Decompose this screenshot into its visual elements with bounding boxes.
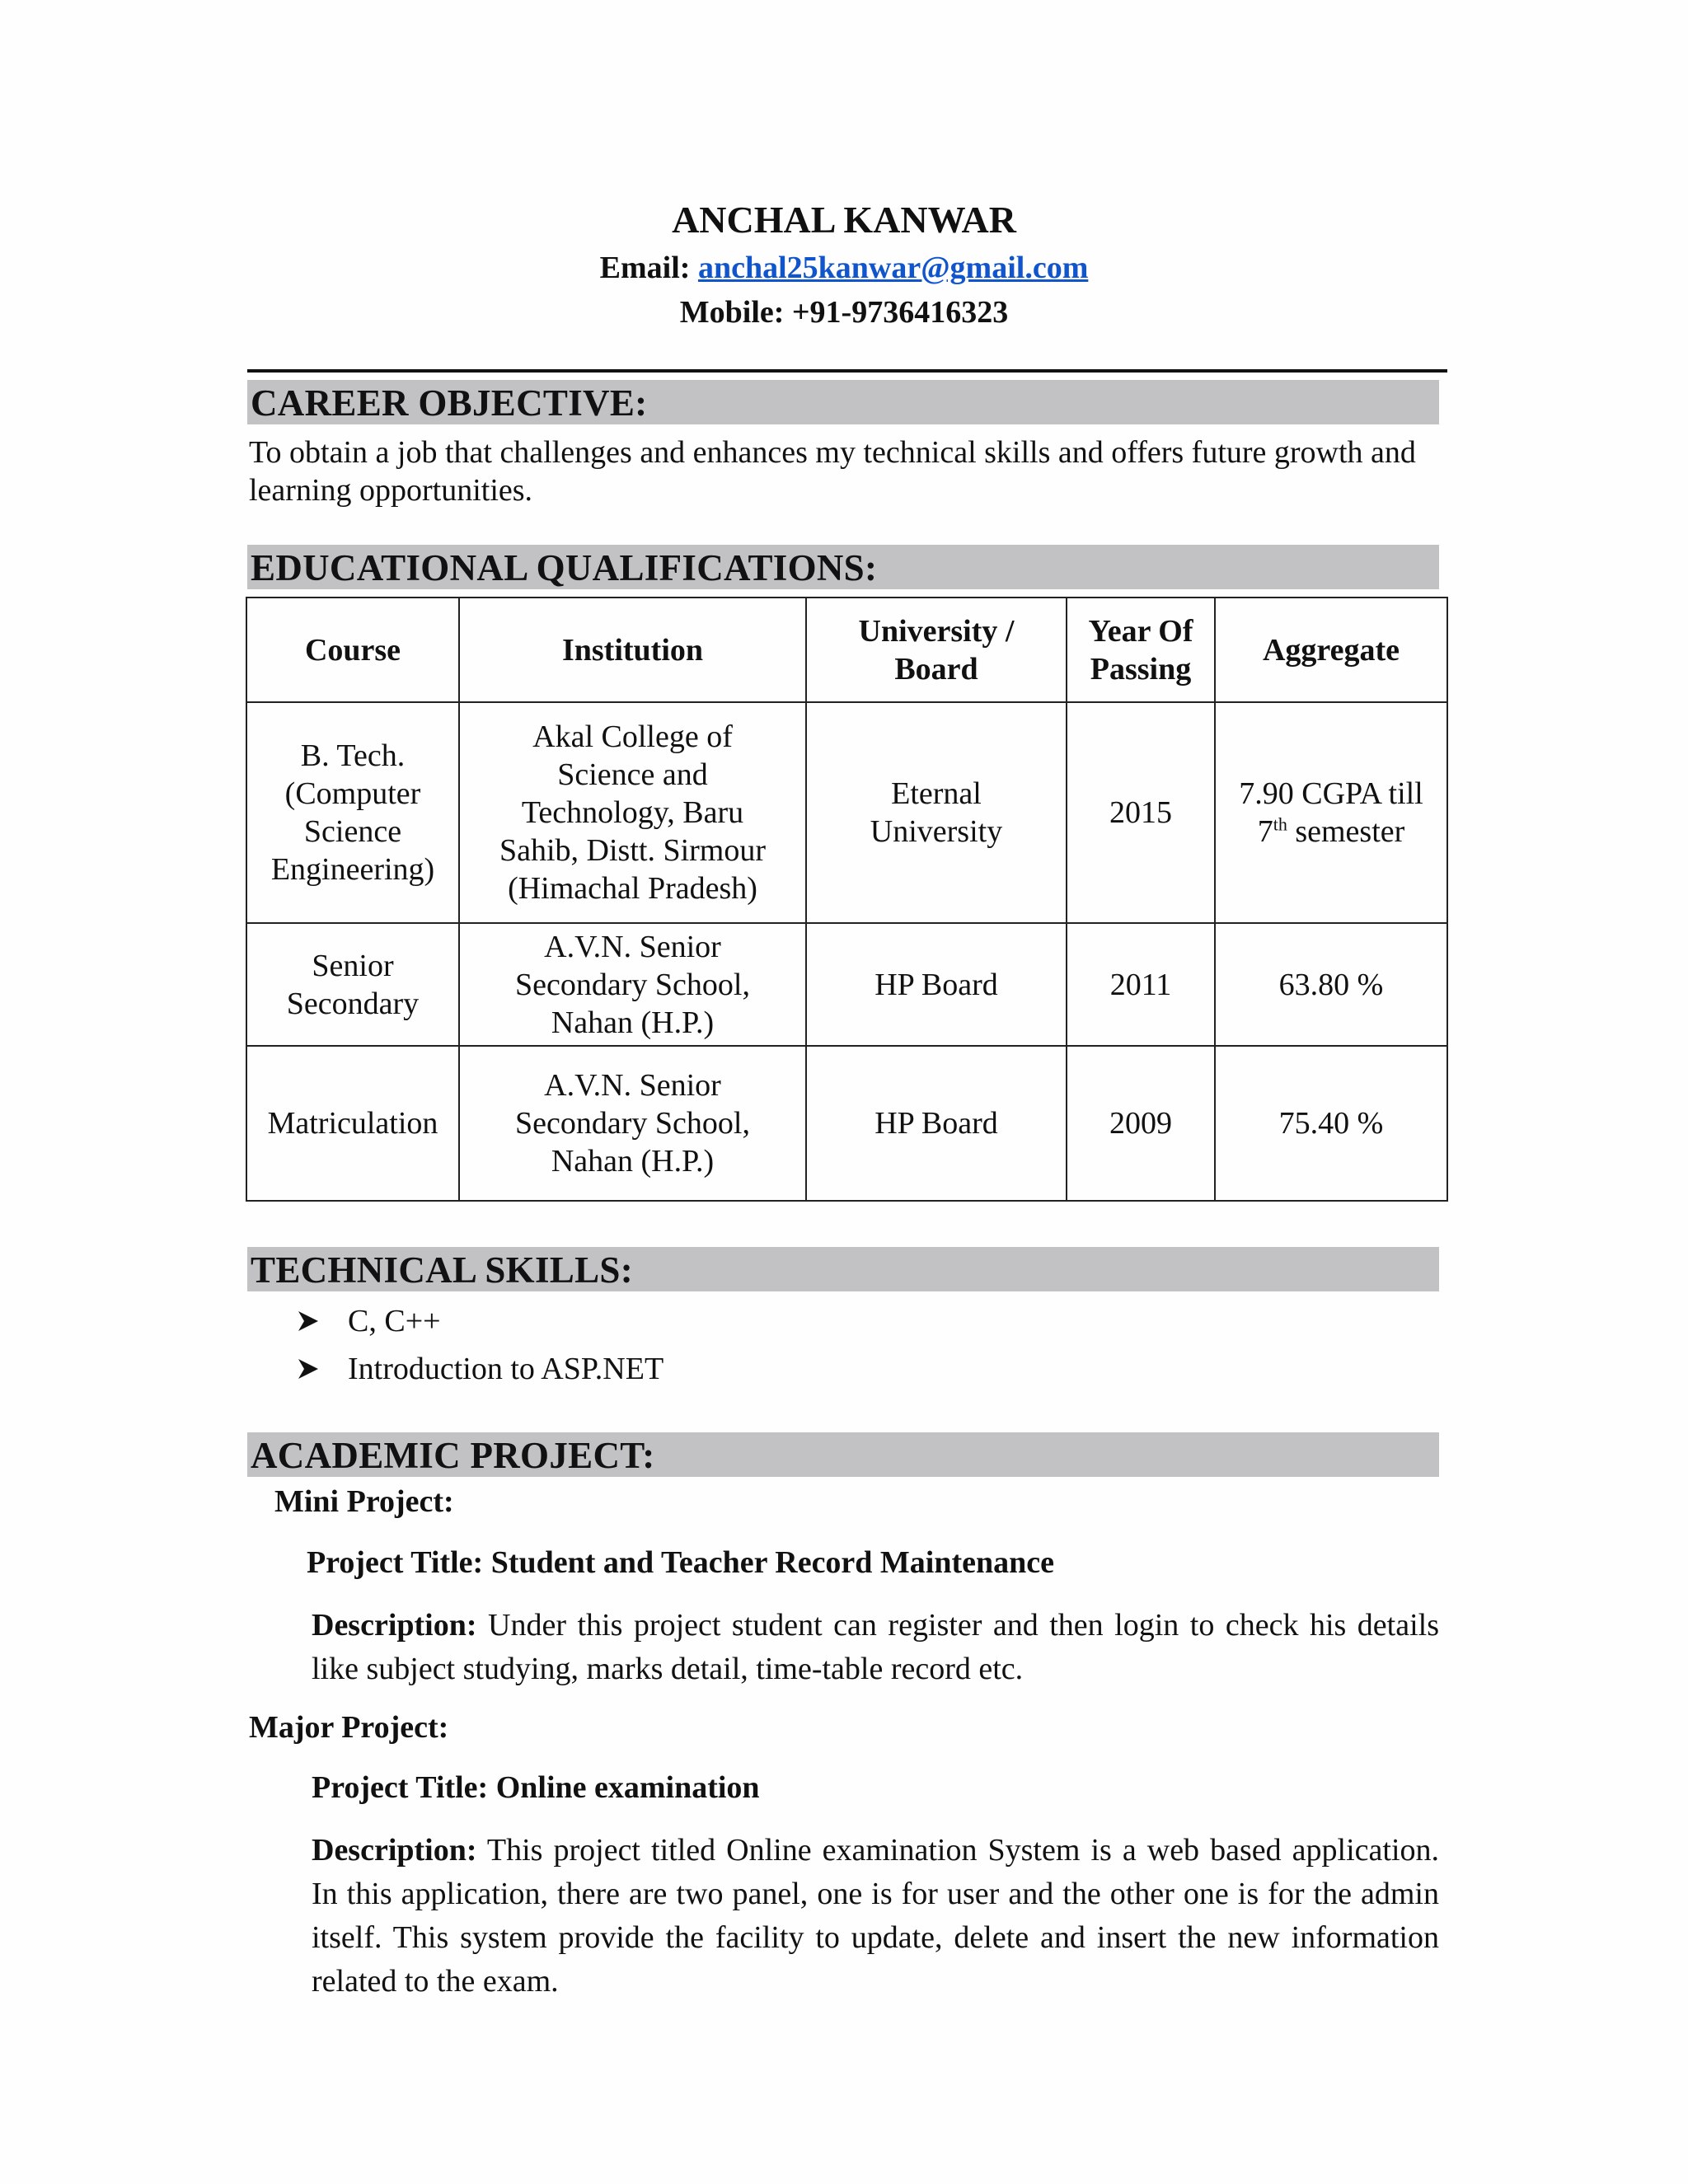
year-cell: 2015: [1067, 702, 1215, 923]
table-row: [246, 702, 1447, 923]
mini-project-description: Description: Under this project student can register and then login to check his details like subject studying, marks detail, time-table record etc.: [312, 1608, 1439, 1686]
aggregate-cell: 63.80 %: [1215, 923, 1447, 1046]
board-cell: Eternal University: [806, 702, 1067, 923]
institution-cell: A.V.N. Senior Secondary School, Nahan (H.P.): [459, 1046, 806, 1201]
education-table: [246, 597, 1448, 1202]
board-cell: HP Board: [806, 923, 1067, 1046]
header-divider: [247, 369, 1447, 373]
course-cell: Matriculation: [246, 1046, 459, 1201]
column-header: Course: [246, 598, 459, 702]
career-objective-text: To obtain a job that challenges and enhances my technical skills and offers future growth and learning opportunities.: [249, 435, 1416, 508]
education-heading: EDUCATIONAL QUALIFICATIONS:: [247, 545, 1439, 589]
year-cell: 2011: [1067, 923, 1215, 1046]
table-row: [246, 1046, 1447, 1201]
arrow-bullet-icon: [297, 1357, 348, 1380]
email-line: [0, 250, 1688, 286]
email-label: Email:: [599, 251, 691, 285]
mobile-line: Mobile: +91-9736416323: [679, 295, 1009, 330]
course-cell: B. Tech. (Computer Science Engineering): [246, 702, 459, 923]
board-cell: HP Board: [806, 1046, 1067, 1201]
aggregate-cell: 75.40 %: [1215, 1046, 1447, 1201]
major-project-description: Description: This project titled Online examination System is a web based application. In this application, there are two panel, one is for user and the other one is for the admin itself. This system provide the facility to update, delete and insert the new information related to the exam.: [312, 1833, 1439, 1999]
column-header: University / Board: [806, 598, 1067, 702]
institution-cell: A.V.N. Senior Secondary School, Nahan (H.P.): [459, 923, 806, 1046]
table-header-row: [246, 598, 1447, 702]
list-item: C, C++: [297, 1297, 663, 1345]
academic-project-heading: ACADEMIC PROJECT:: [247, 1432, 1439, 1477]
column-header: Institution: [459, 598, 806, 702]
email-link[interactable]: anchal25kanwar@gmail.com: [697, 251, 1089, 285]
mini-project-label: Mini Project:: [274, 1484, 454, 1519]
candidate-name: ANCHAL KANWAR: [672, 199, 1016, 241]
major-project-title: Project Title: Online examination: [312, 1770, 760, 1805]
major-project-label: Major Project:: [249, 1710, 449, 1745]
arrow-bullet-icon: [297, 1310, 348, 1333]
technical-skills-heading: TECHNICAL SKILLS:: [247, 1247, 1439, 1291]
course-cell: Senior Secondary: [246, 923, 459, 1046]
career-objective-heading: CAREER OBJECTIVE:: [247, 380, 1439, 424]
column-header: Year Of Passing: [1067, 598, 1215, 702]
aggregate-semester: 7th semester: [1257, 813, 1405, 849]
list-item: Introduction to ASP.NET: [297, 1345, 663, 1393]
table-row: [246, 923, 1447, 1046]
aggregate-main: 7.90 CGPA till: [1239, 776, 1423, 811]
year-cell: 2009: [1067, 1046, 1215, 1201]
aggregate-cell: [1215, 702, 1447, 923]
institution-cell: Akal College of Science and Technology, Baru Sahib, Distt. Sirmour (Himachal Pradesh): [459, 702, 806, 923]
column-header: Aggregate: [1215, 598, 1447, 702]
mini-project-title: Project Title: Student and Teacher Record Maintenance: [307, 1545, 1055, 1580]
skills-list: [297, 1297, 663, 1393]
